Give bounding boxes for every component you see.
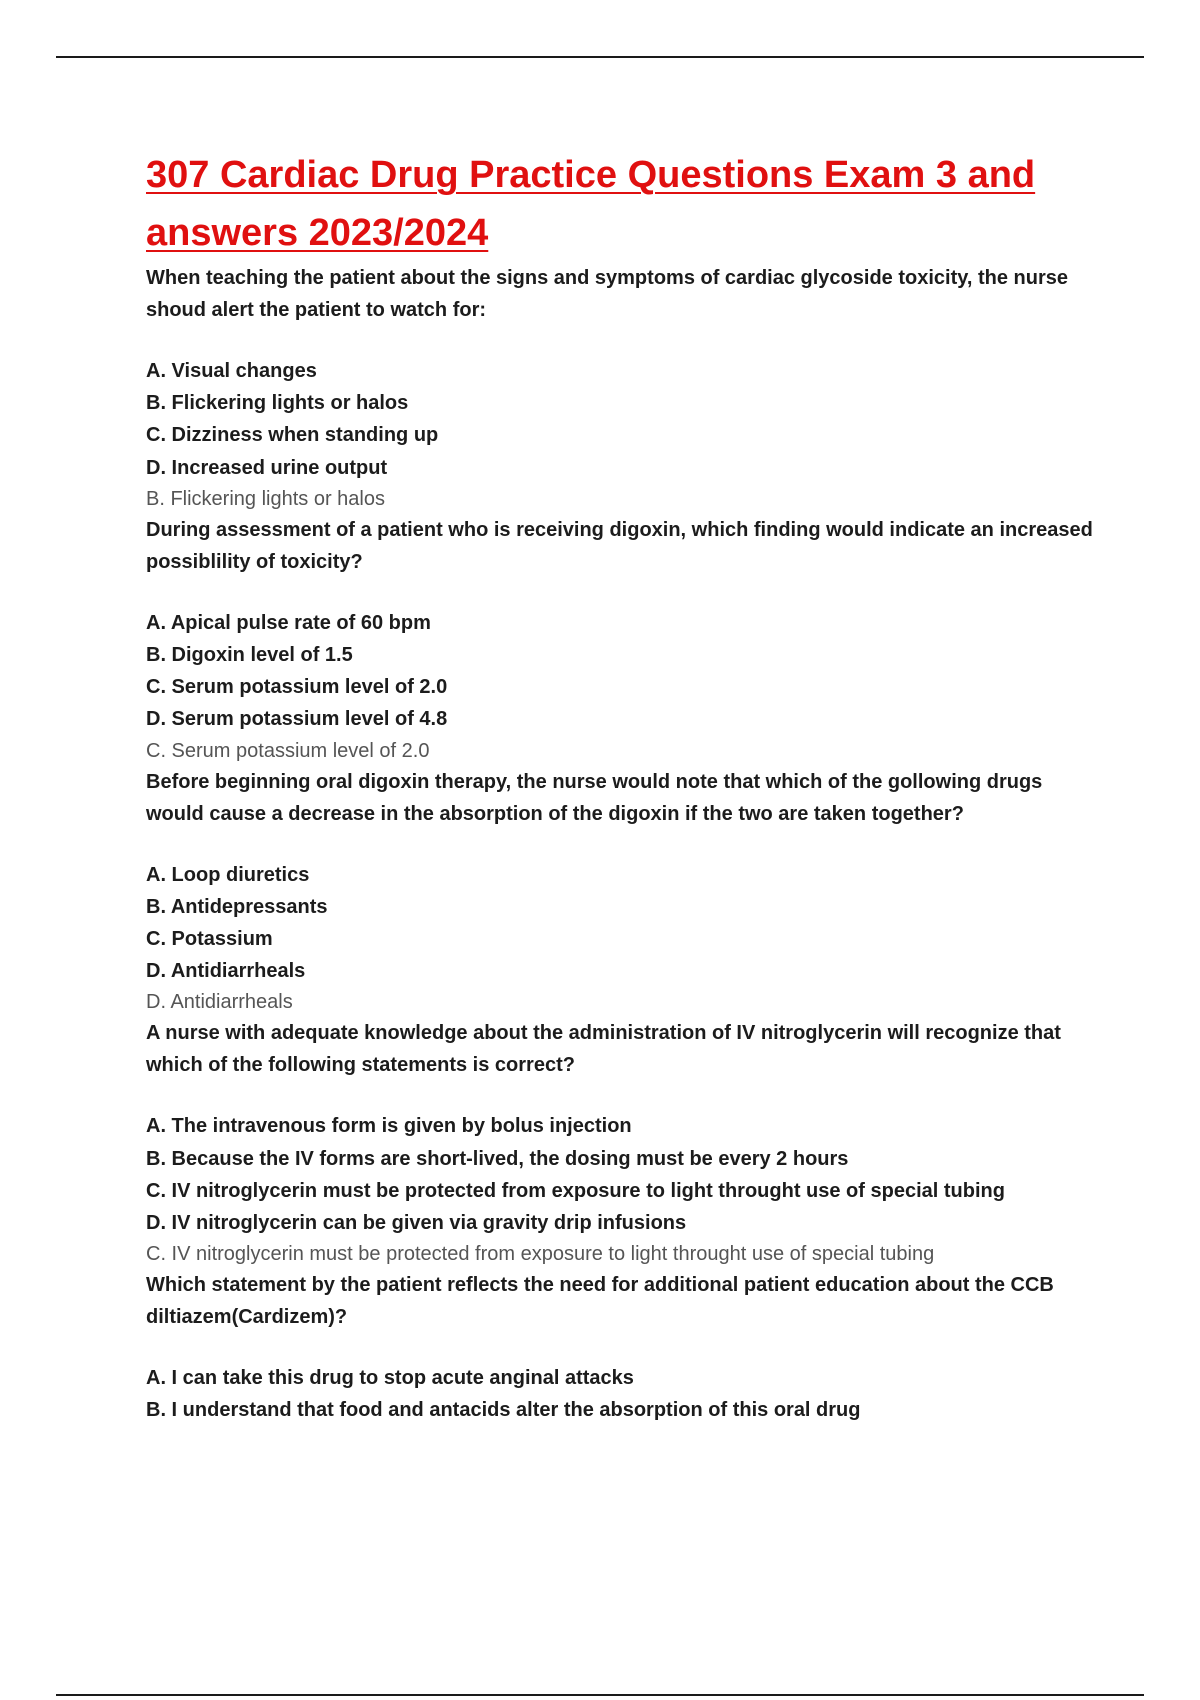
answer-option: B. Flickering lights or halos xyxy=(146,392,409,415)
correct-answer: C. IV nitroglycerin must be protected from exposure to light throught use of special tubing xyxy=(146,1243,935,1266)
footer-rule xyxy=(56,1694,1144,1696)
answer-option: C. Dizziness when standing up xyxy=(146,424,439,447)
correct-answer: C. Serum potassium level of 2.0 xyxy=(146,739,430,762)
answer-option: D. Antidiarrheals xyxy=(146,960,306,983)
answer-option: B. Digoxin level of 1.5 xyxy=(146,644,353,667)
answer-option: A. The intravenous form is given by bolus injection xyxy=(146,1115,632,1138)
answer-option: D. Serum potassium level of 4.8 xyxy=(146,708,448,731)
question-block-2 xyxy=(146,514,1096,766)
answer-option: C. Potassium xyxy=(146,928,273,951)
answer-option: C. IV nitroglycerin must be protected from exposure to light throught use of special tubing xyxy=(146,1179,1005,1202)
answer-options xyxy=(146,1110,1096,1239)
answer-option: A. I can take this drug to stop acute anginal attacks xyxy=(146,1367,634,1390)
answer-option: D. Increased urine output xyxy=(146,456,388,479)
question-block-4 xyxy=(146,1017,1096,1269)
answer-option: B. Antidepressants xyxy=(146,895,328,918)
document-body xyxy=(146,146,1096,1427)
question-block-3 xyxy=(146,766,1096,1018)
correct-answer: B. Flickering lights or halos xyxy=(146,487,385,510)
answer-option: B. I understand that food and antacids alter the absorption of this oral drug xyxy=(146,1399,861,1422)
question-block-5 xyxy=(146,1269,1096,1426)
answer-option: C. Serum potassium level of 2.0 xyxy=(146,676,448,699)
question-prompt: During assessment of a patient who is receiving digoxin, which finding would indicate an increased possiblility of toxicity? xyxy=(146,518,1093,573)
answer-option: B. Because the IV forms are short-lived, the dosing must be every 2 hours xyxy=(146,1147,849,1170)
answer-option: A. Loop diuretics xyxy=(146,863,310,886)
answer-options xyxy=(146,859,1096,988)
header-rule xyxy=(56,56,1144,58)
question-prompt: Before beginning oral digoxin therapy, the nurse would note that which of the gollowing drugs would cause a decrease in the absorption of the digoxin if the two are taken together? xyxy=(146,770,1043,825)
answer-option: A. Visual changes xyxy=(146,360,317,382)
correct-answer: D. Antidiarrheals xyxy=(146,991,293,1014)
document-title: 307 Cardiac Drug Practice Questions Exam 3 and answers 2023/2024 xyxy=(146,154,1036,254)
answer-option: A. Apical pulse rate of 60 bpm xyxy=(146,611,431,634)
answer-options xyxy=(146,607,1096,736)
question-prompt: A nurse with adequate knowledge about the administration of IV nitroglycerin will recognize that which of the following statements is correct? xyxy=(146,1022,1061,1077)
question-prompt: Which statement by the patient reflects the need for additional patient education about the CCB diltiazem(Cardizem)? xyxy=(146,1274,1054,1329)
question-prompt: When teaching the patient about the signs and symptoms of cardiac glycoside toxicity, the nurse shoud alert the patient to watch for: xyxy=(146,267,1069,321)
question-block-1 xyxy=(146,262,1096,514)
answer-options xyxy=(146,1362,1096,1426)
answer-option: D. IV nitroglycerin can be given via gravity drip infusions xyxy=(146,1212,687,1235)
answer-options xyxy=(146,355,1096,484)
